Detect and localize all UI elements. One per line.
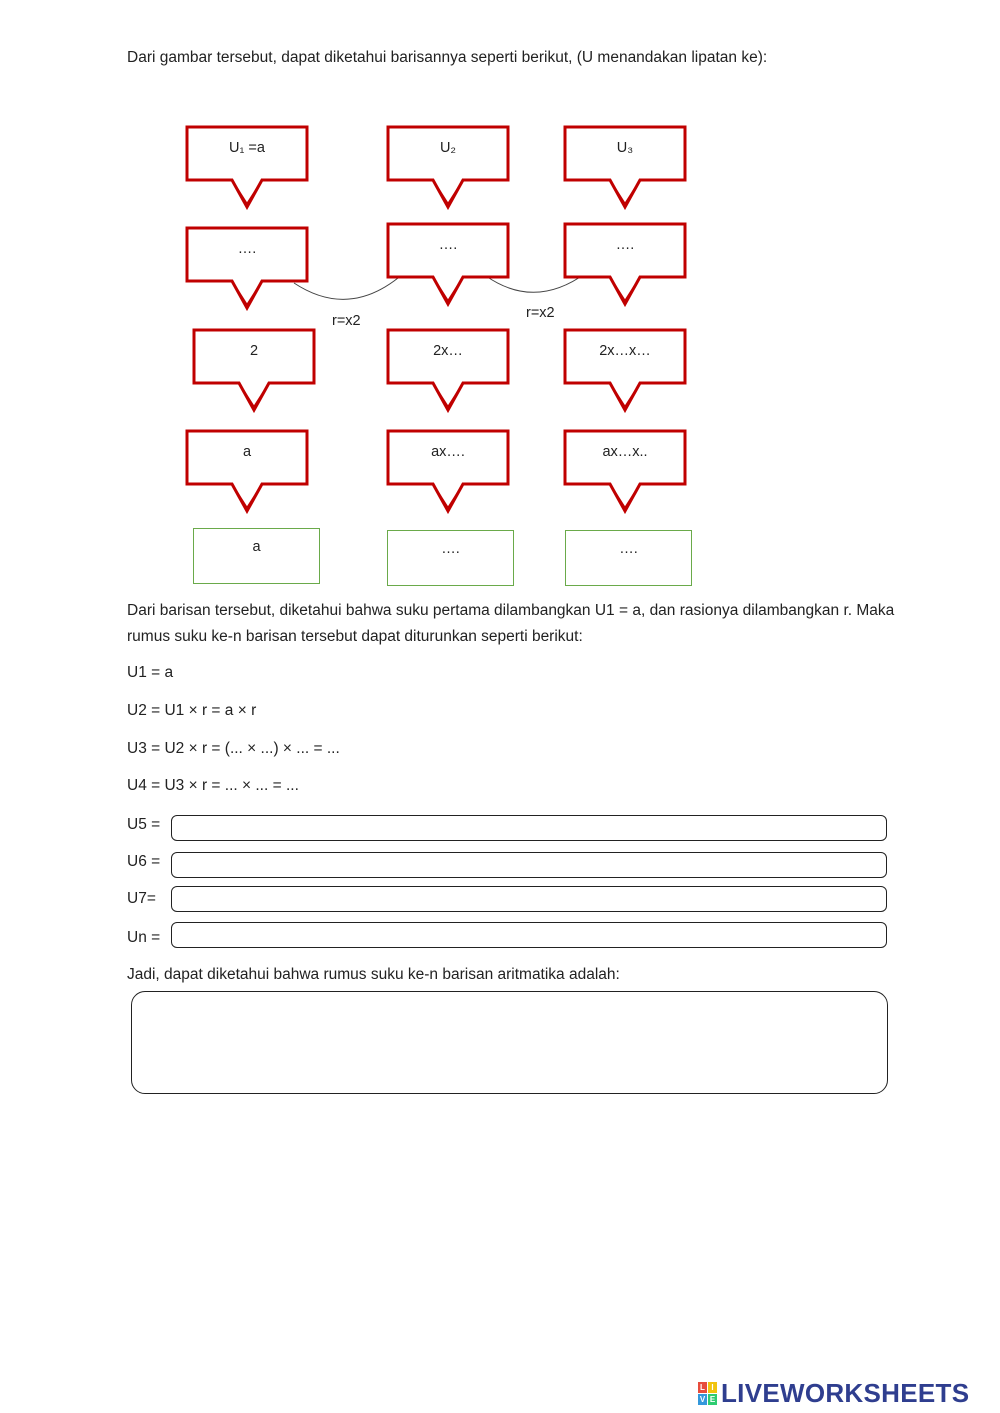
- logo-mark-icon: L I V E: [699, 1382, 716, 1404]
- callout-u1-header: [186, 126, 310, 216]
- callout-u1-row3: [193, 329, 317, 419]
- callout-u1-row4: [186, 430, 310, 520]
- u2-row4-text: ax….: [431, 444, 465, 460]
- u5-label: U5 =: [127, 816, 161, 833]
- u1-row4-text: a: [242, 444, 252, 460]
- step-u1: U1 = a: [127, 664, 174, 681]
- explanation-text: Dari barisan tersebut, diketahui bahwa suku pertama dilambangkan U1 = a, dan rasionya dilambangkan r. Maka rumus suku ke-n barisan tersebut dapat diturunkan seperti berikut:: [127, 602, 895, 645]
- u2-row3-text: 2x…: [433, 343, 463, 359]
- un-answer-field[interactable]: [171, 922, 887, 948]
- intro-text: Dari gambar tersebut, dapat diketahui barisannya seperti berikut, (U menandakan lipatan ke):: [127, 49, 768, 66]
- u2-row2-text: ….: [438, 237, 458, 253]
- result-box-u1[interactable]: a: [193, 528, 320, 584]
- step-u4: U4 = U3 × r = ... × ... = ...: [127, 777, 299, 794]
- u3-header-text: U₃: [616, 140, 634, 156]
- un-label: Un =: [127, 929, 161, 946]
- liveworksheets-logo: [698, 1376, 969, 1410]
- callout-u3-row2: [564, 223, 688, 313]
- step-u2: U2 = U1 × r = a × r: [127, 702, 257, 719]
- u1-header-text: U₁ =a: [229, 140, 265, 156]
- u6-label: U6 =: [127, 853, 161, 870]
- conclusion-text: Jadi, dapat diketahui bahwa rumus suku ke-n barisan aritmatika adalah:: [127, 966, 620, 983]
- result-box-u2[interactable]: ….: [387, 530, 514, 586]
- callout-u1-row2: [186, 227, 310, 317]
- u5-answer-field[interactable]: [171, 815, 887, 841]
- callout-u2-row4: [387, 430, 511, 520]
- result-box-u3[interactable]: ….: [565, 530, 692, 586]
- ratio-label-2: r=x2: [526, 305, 555, 321]
- u3-row3-text: 2x…x…: [599, 343, 651, 359]
- u7-label: U7=: [127, 890, 156, 907]
- u1-row2-text: ….: [237, 241, 257, 257]
- u7-answer-field[interactable]: [171, 886, 887, 912]
- conclusion-answer-field[interactable]: [131, 991, 888, 1094]
- u3-row2-text: ….: [615, 237, 635, 253]
- u1-row3-text: 2: [249, 343, 259, 359]
- callout-u3-row4: [564, 430, 688, 520]
- u6-answer-field[interactable]: [171, 852, 887, 878]
- callout-u2-header: [387, 126, 511, 216]
- callout-u2-row3: [387, 329, 511, 419]
- ratio-label-1: r=x2: [332, 313, 361, 329]
- step-u3: U3 = U2 × r = (... × ...) × ... = ...: [127, 740, 340, 757]
- callout-u3-header: [564, 126, 688, 216]
- callout-u3-row3: [564, 329, 688, 419]
- u3-row4-text: ax…x..: [602, 444, 648, 460]
- logo-text: LIVEWORKSHEETS: [721, 1377, 970, 1408]
- u2-header-text: U₂: [439, 140, 457, 156]
- callout-u2-row2: [387, 223, 511, 313]
